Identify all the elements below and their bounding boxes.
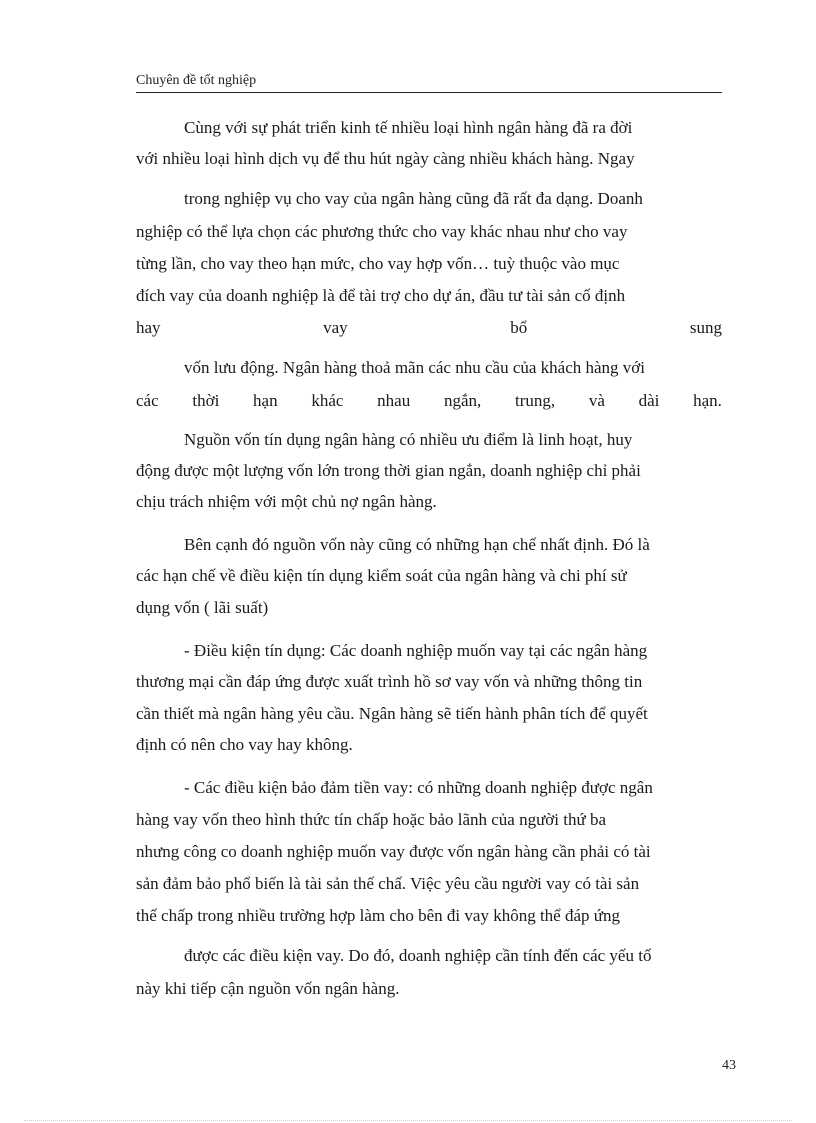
text-line: dụng vốn ( lãi suất) [136,598,269,617]
text-line: định có nên cho vay hay không. [136,735,353,754]
word: hạn [253,391,278,410]
text-line: thế chấp trong nhiều trường hợp làm cho bên đi vay không thể đáp ứng [136,906,620,925]
text-line: vốn lưu động. Ngân hàng thoả mãn các nhu cầu của khách hàng với [184,358,646,377]
word: sung [689,318,722,337]
word: các [136,391,159,410]
text-line-spread [136,316,722,340]
header-title: Chuyên đề tốt nghiệp [136,73,257,88]
text-line: nhưng công co doanh nghiệp muốn vay được vốn ngân hàng cần phải có tài [136,842,651,861]
page-bottom-divider [24,1120,792,1121]
word: hạn. [693,391,722,410]
page-header [136,72,722,93]
text-line: trong nghiệp vụ cho vay của ngân hàng cũng đã rất đa dạng. Doanh [184,189,643,208]
text-line: các hạn chế về điều kiện tín dụng kiểm soát của ngân hàng và chi phí sử [136,566,627,585]
text-line: - Điều kiện tín dụng: Các doanh nghiệp muốn vay tại các ngân hàng [184,641,648,660]
word: thời [192,391,220,410]
text-line: Bên cạnh đó nguồn vốn này cũng có những hạn chế nhất định. Đó là [184,535,650,554]
text-line: hàng vay vốn theo hình thức tín chấp hoặc bảo lãnh của người thứ ba [136,810,607,829]
word: ngắn, [443,391,482,410]
text-line: đích vay của doanh nghiệp là để tài trợ cho dự án, đầu tư tài sản cố định [136,286,626,305]
text-line: nghiệp có thể lựa chọn các phương thức cho vay khác nhau như cho vay [136,222,628,241]
text-line: sản đảm bảo phổ biến là tài sản thế chấ. Việc yêu cầu người vay có tài sản [136,874,640,893]
text-line-spread [136,389,722,413]
word: bổ [510,318,528,337]
text-line: cần thiết mà ngân hàng yêu cầu. Ngân hàng sẽ tiến hành phân tích để quyết [136,704,648,723]
text-line: thương mại cần đáp ứng được xuất trình hồ sơ vay vốn và những thông tin [136,672,643,691]
text-line: được các điều kiện vay. Do đó, doanh nghiệp cần tính đến các yếu tố [184,946,652,965]
word: hay [136,318,161,337]
text-line: Cùng với sự phát triển kinh tế nhiều loại hình ngân hàng đã ra đời [184,118,633,137]
text-line: - Các điều kiện bảo đảm tiền vay: có những doanh nghiệp được ngân [184,778,653,797]
text-line: này khi tiếp cận nguồn vốn ngân hàng. [136,979,400,998]
word: nhau [377,391,411,410]
text-line: Nguồn vốn tín dụng ngân hàng có nhiều ưu điểm là linh hoạt, huy [184,430,633,449]
text-line: với nhiều loại hình dịch vụ để thu hút ngày càng nhiều khách hàng. Ngay [136,149,635,168]
text-line: chịu trách nhiệm với một chủ nợ ngân hàng. [136,492,437,511]
word: khác [311,391,344,410]
text-line: từng lần, cho vay theo hạn mức, cho vay hợp vốn… tuỳ thuộc vào mục [136,254,620,273]
word: vay [323,318,348,337]
word: dài [638,391,660,410]
word: trung, [514,391,556,410]
page-number: 43 [722,1058,736,1073]
text-line: động được một lượng vốn lớn trong thời gian ngắn, doanh nghiệp chỉ phải [136,461,641,480]
word: và [588,391,605,410]
